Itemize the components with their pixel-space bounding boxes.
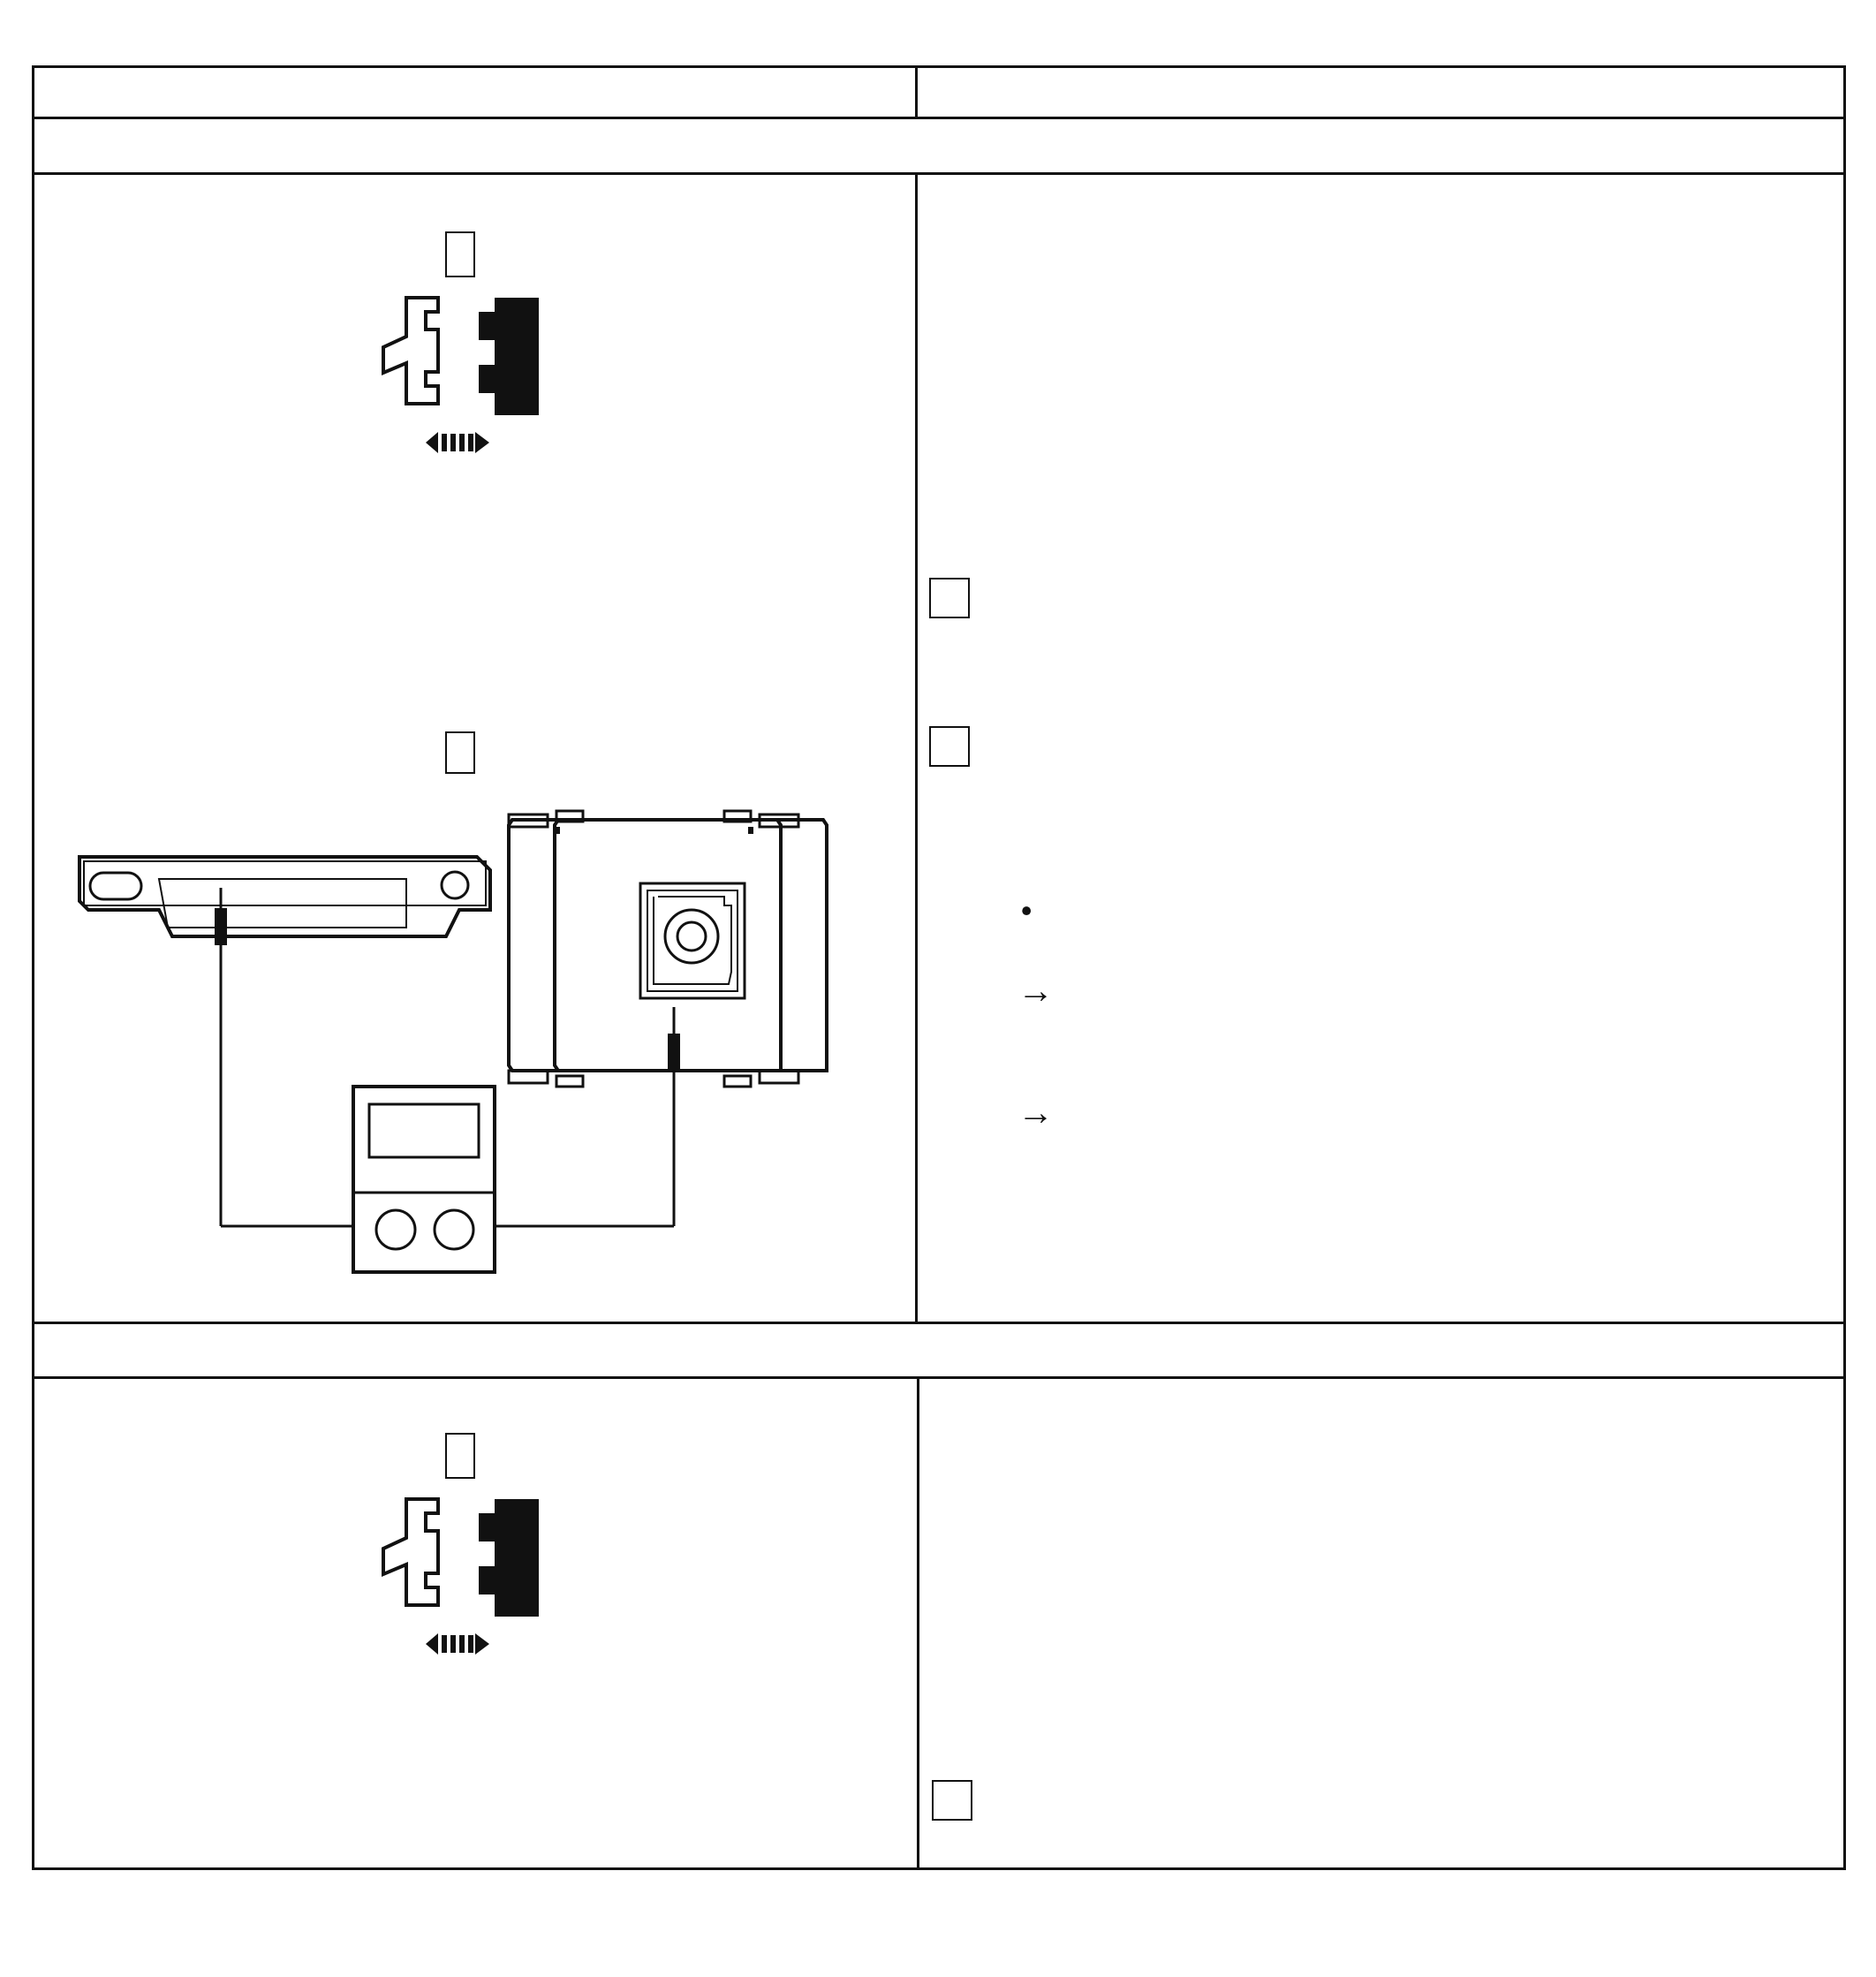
h3-section-title [42, 125, 64, 171]
h4-section-title [42, 1329, 64, 1375]
table-bottom-border [32, 1867, 1846, 1870]
h4-top-divider [32, 1322, 1846, 1324]
column-divider-h4 [917, 1376, 919, 1869]
no-arrow-icon: → [1017, 1092, 1054, 1132]
table-right-border [1843, 65, 1846, 1870]
h3-step3-number-right [929, 726, 970, 767]
yes-arrow-icon: → [1017, 970, 1054, 1011]
column-divider-header [915, 65, 918, 118]
table-top-border [32, 65, 1846, 68]
h3-step3-number [445, 731, 475, 774]
header-divider [32, 117, 1846, 119]
ohmmeter-icon [353, 1087, 495, 1272]
h3-disconnected-connector-icon [371, 287, 548, 464]
table-left-border [32, 65, 34, 1870]
column-divider-h3 [915, 172, 918, 1323]
h3-resistance-measurement-diagram [71, 795, 848, 1290]
h4-step1-number [445, 1433, 475, 1479]
h4-title-divider [32, 1376, 1846, 1379]
bullet-icon: • [1020, 890, 1033, 931]
h4-step2-number [932, 1780, 972, 1821]
h3-step1-number [445, 231, 475, 277]
h4-disconnected-connector-icon [371, 1488, 548, 1665]
h3-title-divider [32, 172, 1846, 175]
h3-step2-number [929, 578, 970, 618]
dlc-connector-icon [79, 857, 490, 936]
module-center-socket [640, 883, 745, 998]
